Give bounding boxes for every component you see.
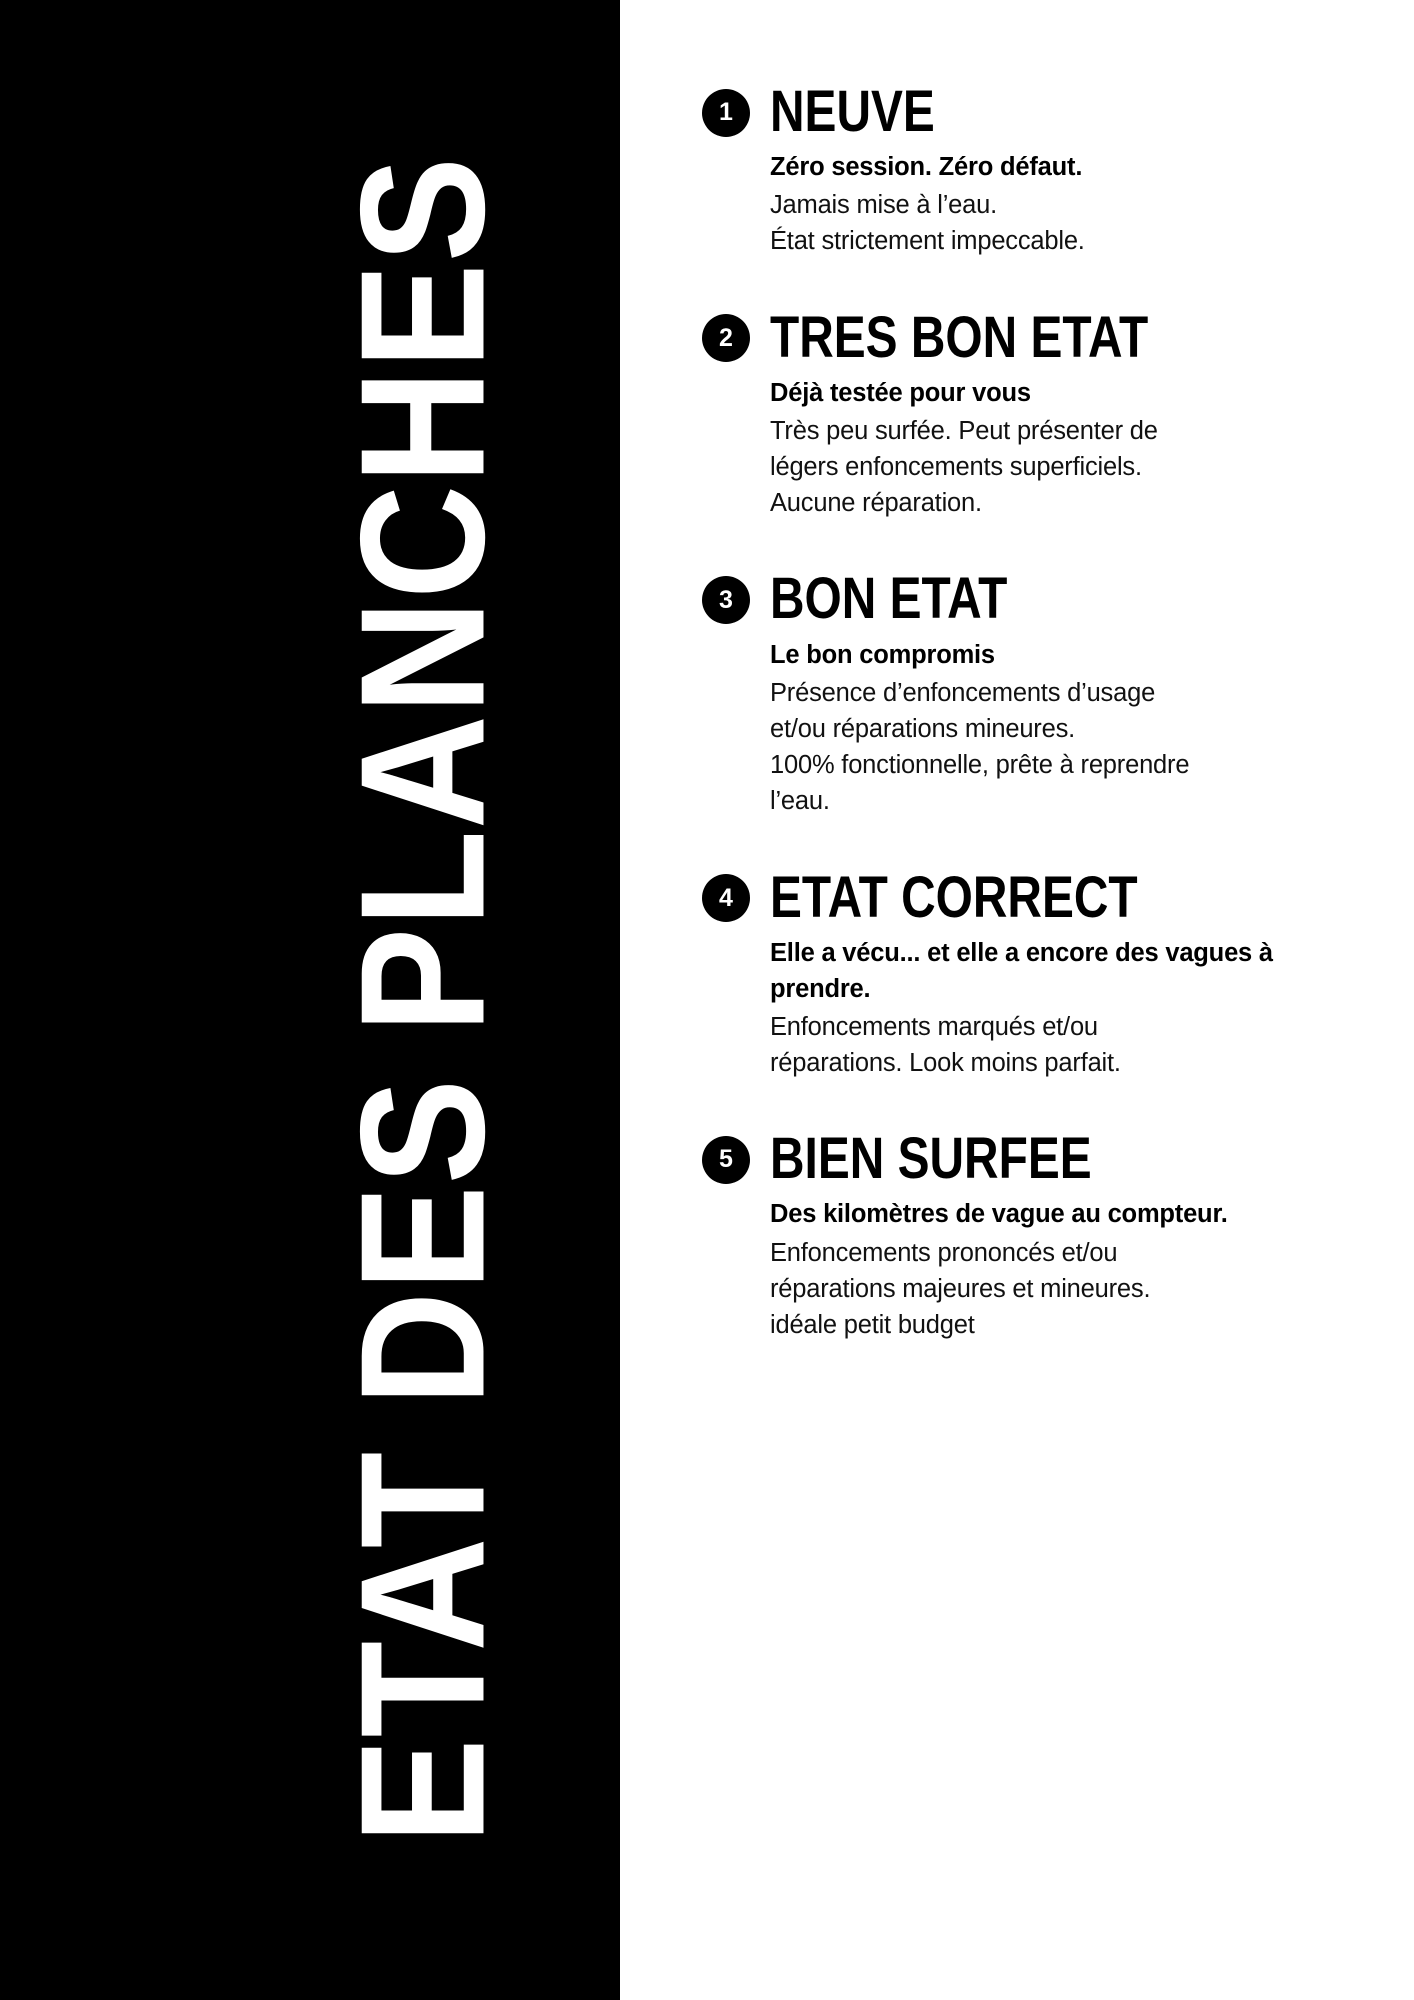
list-item-body (702, 149, 1344, 260)
page-title-text: ETAT DES PLANCHES (324, 156, 522, 1844)
list-item-lead: Elle a vécu... et elle a encore des vagues à prendre. (770, 938, 1273, 1003)
list-item-header (702, 79, 1344, 145)
list-item-body (702, 637, 1344, 820)
list-item-line: État strictement impeccable. (770, 227, 1085, 256)
list-item-body (702, 375, 1344, 522)
list-item-title: BIEN SURFEE (770, 1126, 1092, 1192)
list-item-body (702, 935, 1344, 1082)
condition-list (620, 0, 1414, 2000)
list-item-lead: Zéro session. Zéro défaut. (770, 153, 1083, 182)
list-item (702, 566, 1344, 819)
list-item-lead: Déjà testée pour vous (770, 378, 1031, 407)
list-item-line: réparations majeures et mineures. (770, 1274, 1151, 1303)
list-item-title: ETAT CORRECT (770, 864, 1138, 930)
list-item-line: idéale petit budget (770, 1311, 975, 1340)
list-item-line: Enfoncements marqués et/ou (770, 1012, 1098, 1041)
list-item (702, 1126, 1344, 1343)
list-item-line: légers enfoncements superficiels. (770, 453, 1142, 482)
list-item-body (702, 1196, 1344, 1343)
list-item-line: l’eau. (770, 787, 830, 816)
list-item-title: NEUVE (770, 79, 935, 145)
list-item-header (702, 1126, 1344, 1192)
list-item-line: Enfoncements prononcés et/ou (770, 1238, 1118, 1267)
number-badge: 1 (702, 89, 750, 137)
list-item-line: Jamais mise à l’eau. (770, 191, 998, 220)
list-item-header (702, 566, 1344, 632)
list-item-title: TRES BON ETAT (770, 305, 1149, 371)
list-item-line: réparations. Look moins parfait. (770, 1049, 1121, 1078)
list-item-line: et/ou réparations mineures. (770, 714, 1076, 743)
list-item (702, 305, 1344, 522)
list-item-line: Aucune réparation. (770, 489, 982, 518)
list-item-lead: Des kilomètres de vague au compteur. (770, 1200, 1228, 1229)
list-item (702, 864, 1344, 1082)
list-item-line: Très peu surfée. Peut présenter de (770, 416, 1158, 445)
number-badge: 2 (702, 314, 750, 362)
list-item (702, 79, 1344, 260)
number-badge: 3 (702, 576, 750, 624)
list-item-header (702, 864, 1344, 930)
list-item-lead: Le bon compromis (770, 640, 995, 669)
vertical-title-wrapper (0, 0, 620, 2000)
page-title (324, 156, 522, 1844)
number-badge: 5 (702, 1136, 750, 1184)
title-panel (0, 0, 620, 2000)
list-item-header (702, 305, 1344, 371)
number-badge: 4 (702, 874, 750, 922)
list-item-line: 100% fonctionnelle, prête à reprendre (770, 751, 1190, 780)
list-item-line: Présence d’enfoncements d’usage (770, 678, 1156, 707)
list-item-title: BON ETAT (770, 566, 1008, 632)
